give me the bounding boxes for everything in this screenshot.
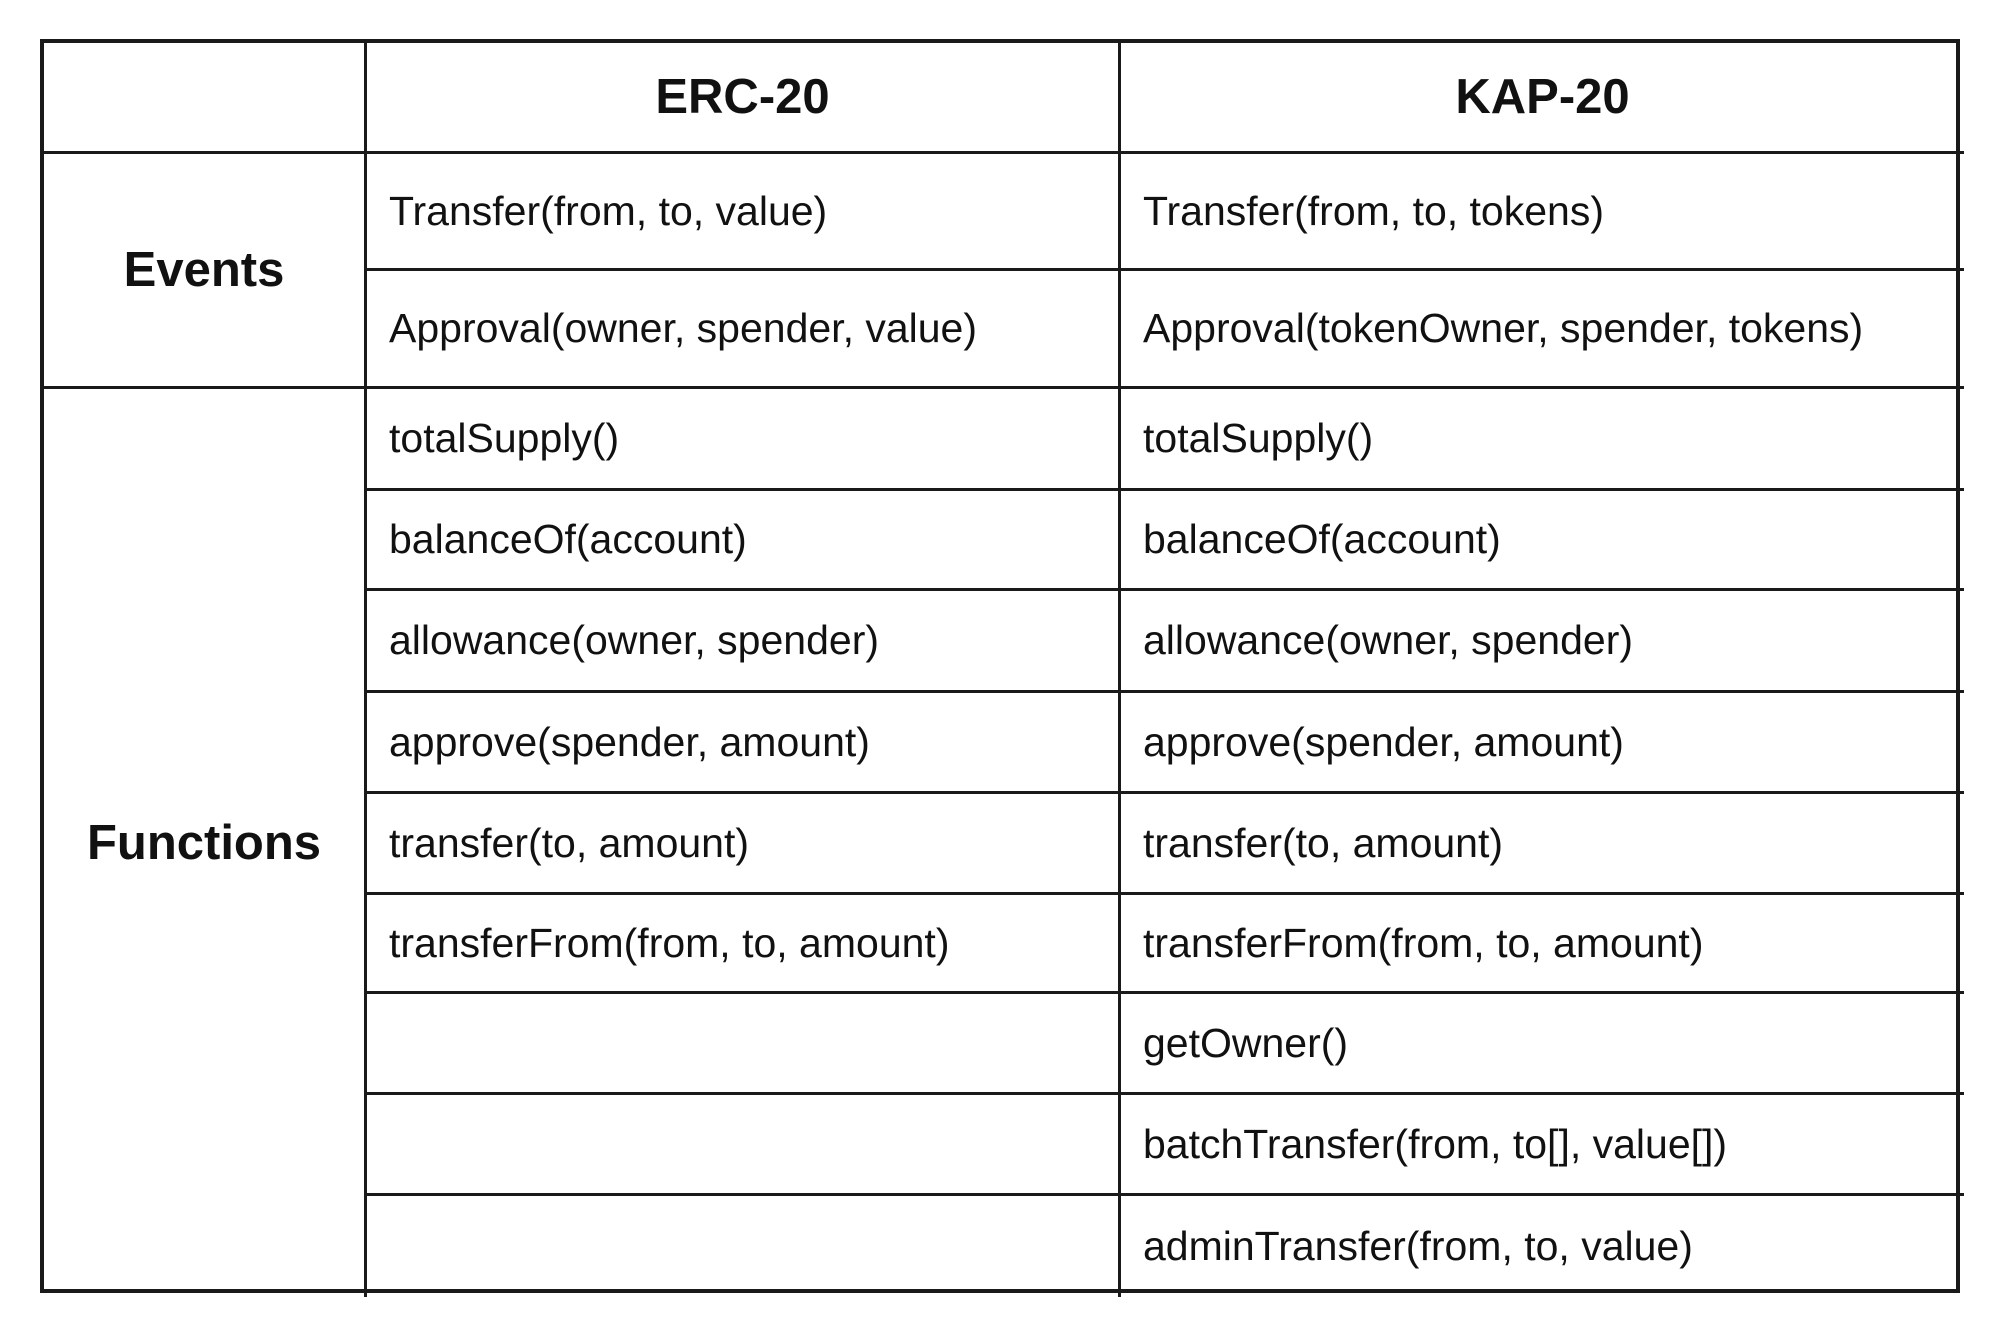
comparison-table xyxy=(40,39,1960,1293)
table-cell-erc20: totalSupply() xyxy=(367,389,1121,491)
table-cell-kap20: Approval(tokenOwner, spender, tokens) xyxy=(1121,271,1964,389)
table-cell-kap20: balanceOf(account) xyxy=(1121,491,1964,591)
table-cell-erc20: transferFrom(from, to, amount) xyxy=(367,895,1121,994)
table-cell-kap20: getOwner() xyxy=(1121,994,1964,1095)
table-cell-kap20: batchTransfer(from, to[], value[]) xyxy=(1121,1095,1964,1196)
table-cell-kap20: transfer(to, amount) xyxy=(1121,794,1964,895)
table-cell-erc20: balanceOf(account) xyxy=(367,491,1121,591)
table-cell-erc20: approve(spender, amount) xyxy=(367,693,1121,794)
table-cell-kap20: allowance(owner, spender) xyxy=(1121,591,1964,693)
row-group-label-events: Events xyxy=(44,154,367,389)
table-cell-erc20-empty xyxy=(367,994,1121,1095)
table-cell-kap20: approve(spender, amount) xyxy=(1121,693,1964,794)
table-cell-erc20: Transfer(from, to, value) xyxy=(367,154,1121,271)
table-cell-erc20-empty xyxy=(367,1196,1121,1297)
column-header-kap20: KAP-20 xyxy=(1121,43,1964,154)
table-cell-kap20: totalSupply() xyxy=(1121,389,1964,491)
table-cell-kap20: transferFrom(from, to, amount) xyxy=(1121,895,1964,994)
table-cell-erc20-empty xyxy=(367,1095,1121,1196)
table-cell-kap20: Transfer(from, to, tokens) xyxy=(1121,154,1964,271)
table-cell-erc20: allowance(owner, spender) xyxy=(367,591,1121,693)
table-cell-kap20: adminTransfer(from, to, value) xyxy=(1143,1223,1693,1269)
table-cell-erc20: transfer(to, amount) xyxy=(367,794,1121,895)
table-corner-cell xyxy=(44,43,367,154)
row-group-label-functions: Functions xyxy=(44,389,367,1297)
table-cell-erc20: Approval(owner, spender, value) xyxy=(367,271,1121,389)
column-header-erc20: ERC-20 xyxy=(367,43,1121,154)
